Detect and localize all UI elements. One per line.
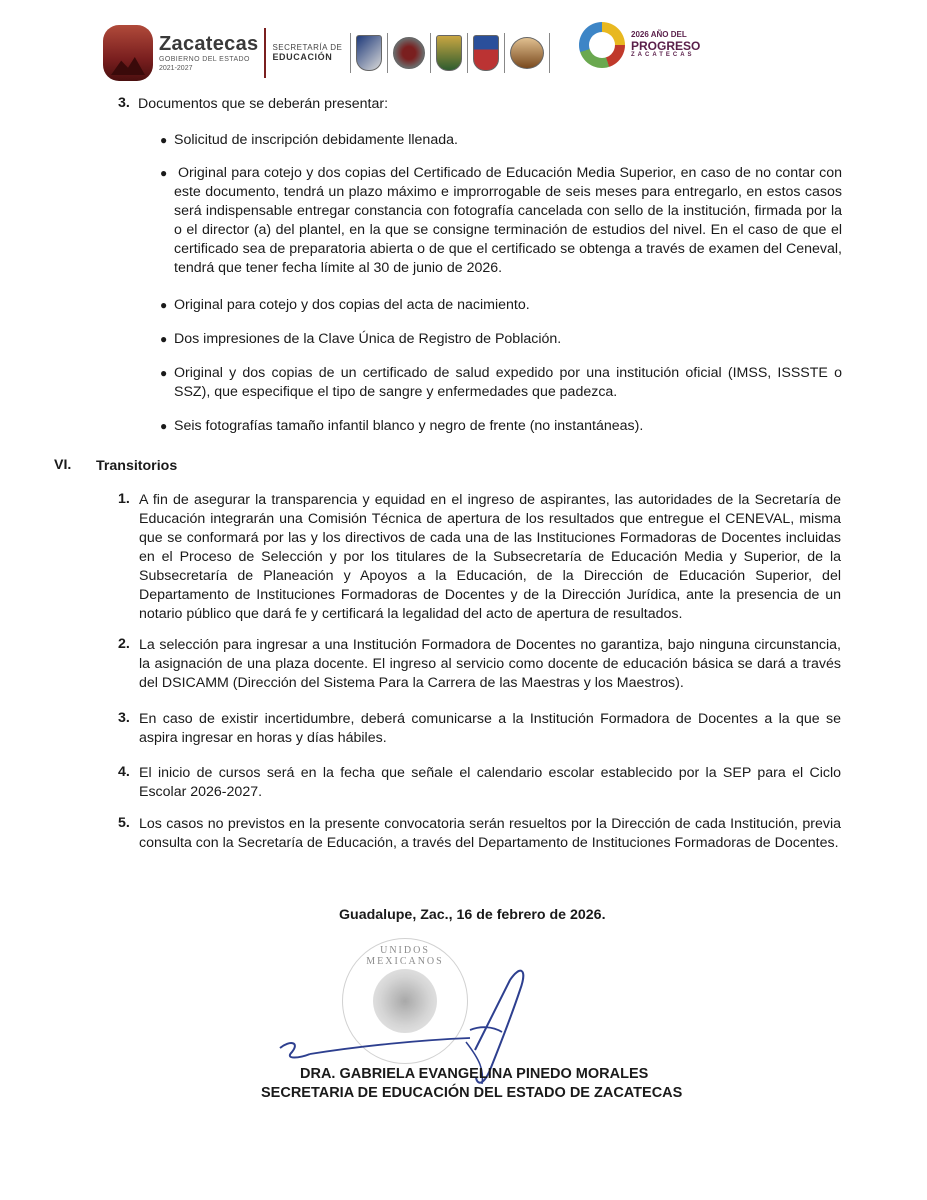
section3-bullet: Dos impresiones de la Clave Única de Registro de Población.	[174, 331, 562, 347]
gov-years: 2021-2027	[159, 65, 193, 72]
secretaria-line2: EDUCACIÓN	[272, 52, 333, 63]
transitorio-text: El inicio de cursos será en la fecha que señale el calendario escolar establecido por la SEP para el Ciclo Escolar 2026-2027.	[139, 765, 841, 800]
transitorio-text: A fin de asegurar la transparencia y equidad en el ingreso de aspirantes, las autoridades de la Secretaría de Educación integrarán una Comisión Técnica de apertura de los resultados que entregue el CENEVAL, misma que se conformará por las y los directivos de cada una de las Instituciones Formadoras de Docentes incluidas en el Proceso de Selección y por los titulares de la Subsecretaría de Educación Media y Superior, de la Subsecretaría de Planeación y Apoyos a la Educación, de la Dirección de Educación Superior, del Departamento de Instituciones Formadoras de Docentes y de la Dirección Jurídica, ante la presencia de un notario público que dará fe y certificará la legalidad del acto de apertura de resultados.	[139, 492, 841, 622]
seal-text: UNIDOS MEXICANOS	[366, 945, 444, 967]
institution-crest-icon	[436, 35, 462, 71]
regional-crest-icon	[510, 37, 544, 69]
signer-title: SECRETARIA DE EDUCACIÓN DEL ESTADO DE ZACATECAS	[261, 1085, 683, 1101]
year-line1: 2026 AÑO DEL	[631, 30, 687, 40]
transitorio-number: 1.	[118, 491, 130, 507]
transitorio-number: 2.	[118, 636, 130, 652]
section6-title: Transitorios	[96, 458, 178, 474]
transitorio-text: La selección para ingresar a una Institución Formadora de Docentes no garantiza, bajo ninguna circunstancia, la asignación de una plaza docente. El ingreso al servicio como docente de educación básica se dará a través del DSICAMM (Dirección del Sistema Para la Carrera de las Maestras y los Maestros).	[139, 637, 841, 691]
zacatecas-logo	[103, 25, 258, 81]
section3-bullet: Original y dos copias de un certificado de salud expedido por una institución oficial (IMSS, ISSSTE o SSZ), que especifique el tipo de sangre y enfermedades que padezca.	[174, 365, 842, 400]
shield-divider	[549, 33, 550, 73]
coat-of-arms-icon	[473, 35, 499, 71]
bullet-icon: ●	[160, 298, 168, 312]
bullet-icon: ●	[160, 166, 168, 180]
shield-divider	[350, 33, 351, 73]
section3-title: Documentos que se deberán presentar:	[138, 96, 389, 112]
bullet-icon: ●	[160, 366, 168, 380]
section3-number: 3.	[118, 95, 130, 111]
transitorio-number: 4.	[118, 764, 130, 780]
year-line2: PROGRESO	[631, 38, 701, 53]
section6-number: VI.	[54, 457, 72, 473]
transitorio-number: 5.	[118, 815, 130, 831]
section3-bullet: Original para cotejo y dos copias del Certificado de Educación Media Superior, en caso de no contar con este documento, tendrá un plazo máximo e improrrogable de seis meses para entregarlo, en estos casos será indispensable entregar constancia con fotografía cancelada con sello de la institución, firmada por la o el director (a) del plantel, en la que se consigne terminación de estudios del nivel. En el caso de que el certificado sea de preparatoria abierta o de que el certificado se obtenga a través de examen del Ceneval, tendrá que tener fecha límite al 30 de junio de 2026.	[174, 165, 842, 276]
shield-divider	[430, 33, 431, 73]
header-divider	[264, 28, 266, 78]
shield-divider	[504, 33, 505, 73]
gov-subtitle: GOBIERNO DEL ESTADO	[159, 56, 250, 63]
section3-bullet: Solicitud de inscripción debidamente llenada.	[174, 132, 458, 148]
letterhead	[103, 22, 703, 84]
place-date: Guadalupe, Zac., 16 de febrero de 2026.	[339, 907, 606, 923]
section3-bullet: Original para cotejo y dos copias del acta de nacimiento.	[174, 297, 530, 313]
transitorio-text: Los casos no previstos en la presente convocatoria serán resueltos por la Dirección de cada Institución, previa consulta con la Secretaría de Educación, a través del Departamento de Instituciones Formadoras de Docentes.	[139, 816, 841, 851]
year-progress-logo	[579, 22, 700, 68]
transitorio-number: 3.	[118, 710, 130, 726]
shield-divider	[467, 33, 468, 73]
signer-name: DRA. GABRIELA EVANGELINA PINEDO MORALES	[300, 1066, 649, 1082]
secretaria-line1: SECRETARÍA DE	[272, 43, 343, 53]
gov-title: Zacatecas	[159, 33, 259, 55]
section3-bullet: Seis fotografías tamaño infantil blanco y negro de frente (no instantáneas).	[174, 418, 644, 434]
institution-shields	[350, 33, 550, 73]
bullet-icon: ●	[160, 419, 168, 433]
bullet-icon: ●	[160, 133, 168, 147]
zacatecas-emblem-icon	[103, 25, 153, 81]
shield-divider	[387, 33, 388, 73]
dove-logo-icon	[579, 22, 625, 68]
year-line3: ZACATECAS	[631, 52, 695, 59]
secretaria-logo	[272, 43, 342, 63]
university-shield-icon	[356, 35, 382, 71]
transitorio-text: En caso de existir incertidumbre, deberá comunicarse a la Institución Formadora de Docentes a la que se aspira ingresar en horas y días hábiles.	[139, 711, 841, 746]
state-seal-icon	[393, 37, 425, 69]
bullet-icon: ●	[160, 332, 168, 346]
